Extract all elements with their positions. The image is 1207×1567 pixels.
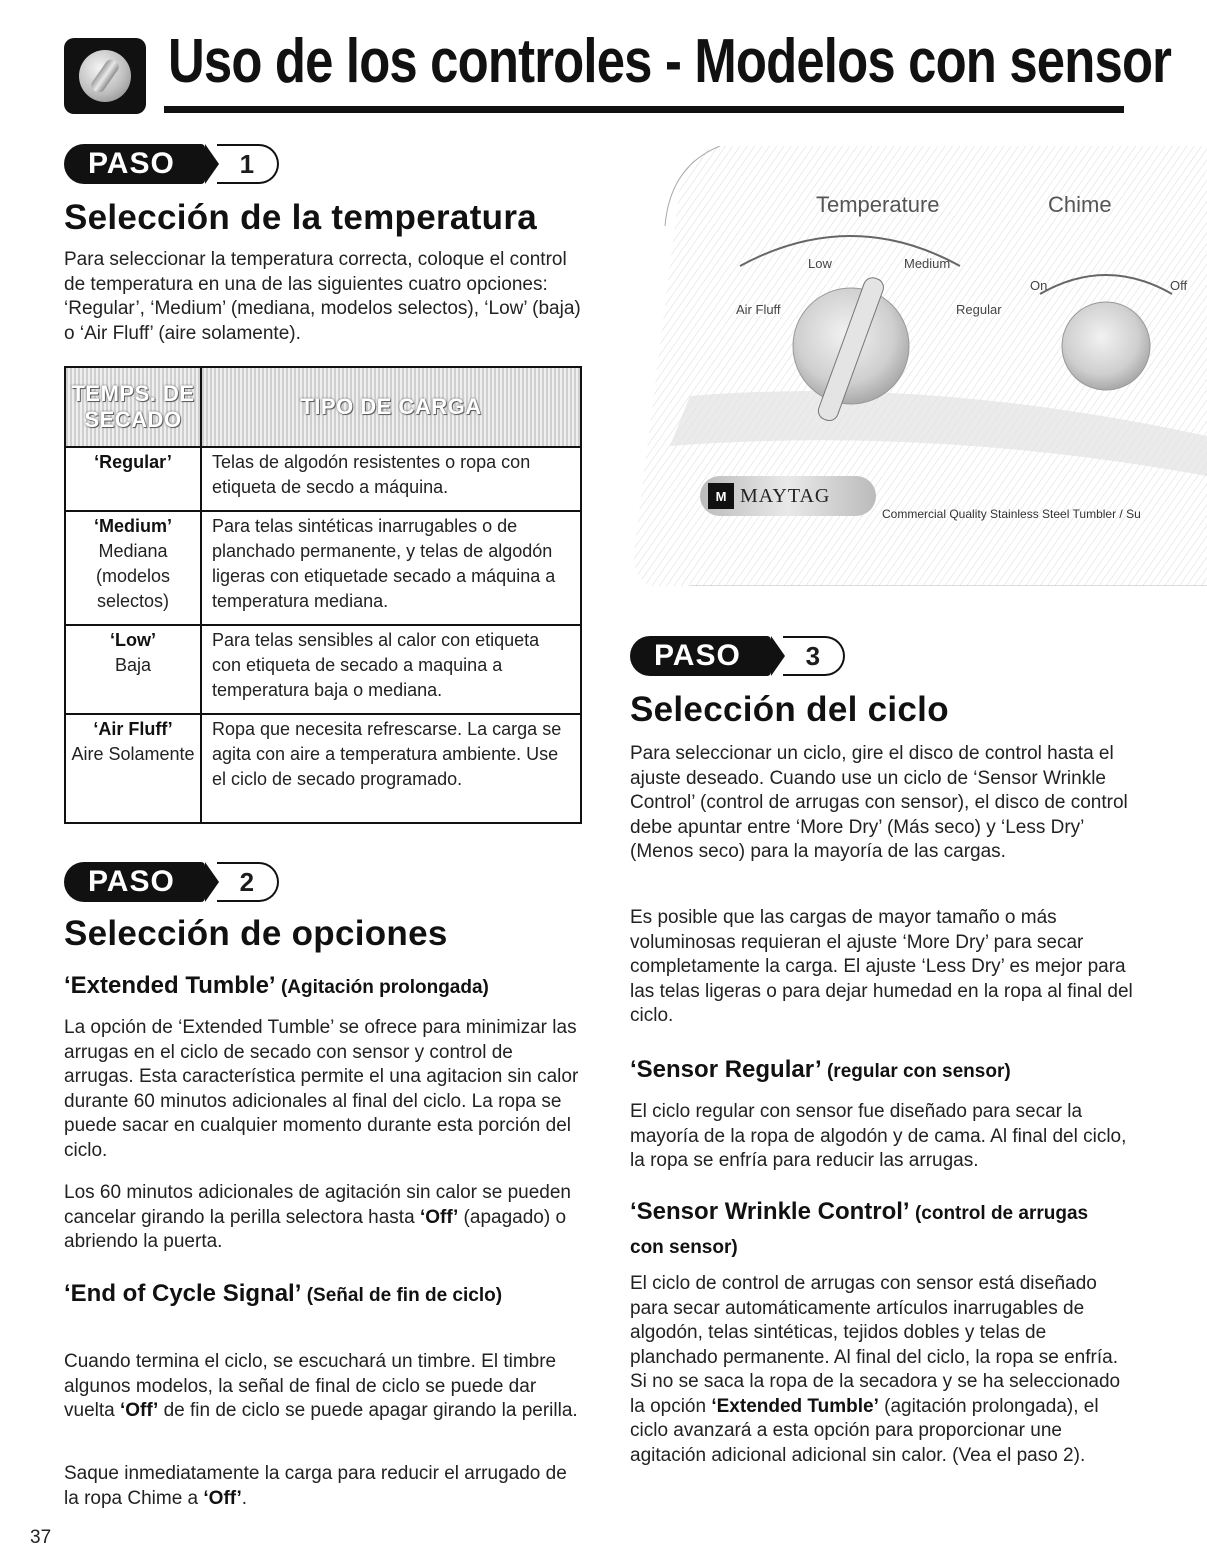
row-sub: Baja: [114, 655, 152, 675]
maytag-logo: [700, 476, 876, 516]
step-number: 3: [783, 636, 845, 676]
step-badge-label: PASO: [64, 862, 205, 902]
maytag-brand-name: MAYTAG: [740, 484, 831, 507]
dryer-control-panel-illustration: [630, 146, 1207, 586]
step-2-heading: Selección de opciones: [64, 914, 448, 953]
table-row: [65, 511, 581, 625]
table-row: [65, 714, 581, 823]
extended-tumble-text: La opción de ‘Extended Tumble’ se ofrece para minimizar las arrugas en el ciclo de secado con sensor y control de arrugas. Esta característica permite el una agitacion sin calor durante 60 minutos adicionales al final del ciclo. La ropa se puede sacar en cualquier momento durante esta porción del ciclo.: [64, 1017, 579, 1161]
row-desc: Para telas sensibles al calor con etiqueta con etiqueta de secado a maquina a temperatura baja o mediana.: [201, 625, 581, 714]
step-number: 2: [217, 862, 279, 902]
panel-medium-label: Medium: [904, 256, 951, 271]
step-badge-label: PASO: [630, 636, 771, 676]
panel-low-label: Low: [808, 256, 832, 271]
panel-on-label: On: [1030, 278, 1048, 293]
sensor-regular-text: El ciclo regular con sensor fue diseñado para secar la mayoría de la ropa de algodón y de cama. Al final del ciclo, la ropa se enfría para reducir las arrugas.: [630, 1101, 1127, 1171]
end-of-cycle-text: Cuando termina el ciclo, se escuchará un timbre. El timbre algunos modelos, la señal de final de ciclo se puede dar vuelta ‘Off’ de fin de ciclo se puede apagar girando la perilla.: [64, 1351, 578, 1421]
step-1-badge: [64, 144, 279, 184]
step-3-text-2: Es posible que las cargas de mayor tamaño o más voluminosas requieran el ajuste ‘More Dry’ para secar completamente la carga. El ajuste ‘Less Dry’ es mejor para las telas ligeras o para dejar humedad en la ropa al final del ciclo.: [630, 907, 1133, 1026]
step-number: 1: [217, 144, 279, 184]
sensor-wrinkle-subtitle: (control de arrugas con sensor): [630, 1203, 1089, 1258]
step-1-heading: Selección de la temperatura: [64, 198, 538, 237]
step-3-text-1: Para seleccionar un ciclo, gire el disco de control hasta el ajuste deseado. Cuando use un ciclo de ‘Sensor Wrinkle Control’ (control de arrugas con sensor), el disco de control debe apuntar entre ‘More Dry’ (Más seco) y ‘Less Dry’ (Menos seco) para la mayoría de las cargas.: [630, 743, 1128, 862]
panel-air-fluff-label: Air Fluff: [736, 302, 781, 317]
step-badge-label: PASO: [64, 144, 205, 184]
page-title: Uso de los controles - Modelos con sensor: [168, 27, 1172, 96]
table-header-temps: TEMPS. DE SECADO: [65, 367, 201, 447]
page-number: 37: [30, 1527, 52, 1548]
row-key: ‘Low’: [110, 630, 156, 650]
row-key: ‘Regular’: [94, 452, 172, 472]
maytag-logo-mark: M: [708, 483, 734, 509]
panel-off-label: Off: [1170, 278, 1188, 293]
end-of-cycle-title: ‘End of Cycle Signal’: [64, 1280, 301, 1307]
row-desc: Telas de algodón resistentes o ropa con etiqueta de secdo a máquina.: [201, 447, 581, 511]
end-of-cycle-subtitle: (Señal de fin de ciclo): [306, 1285, 503, 1306]
sensor-wrinkle-text: El ciclo de control de arrugas con sensor está diseñado para secar automáticamente artículos inarrugables de algodón, telas sintéticas, tejidos dobles y telas de planchado permanente. Al final del ciclo, la ropa se enfría. Si no se saca la ropa de la secadora y se ha seleccionado la opción ‘Extended Tumble’ (agitación prolongada), el ciclo avanzará a esta opción para proporcionar une agitación adicional adicional sin calor. (Vea el paso 2).: [630, 1273, 1121, 1466]
temperature-table: [64, 366, 582, 824]
end-of-cycle-heading: [64, 1278, 544, 1312]
title-rule: [164, 106, 1124, 113]
sensor-regular-heading: [630, 1054, 1150, 1088]
row-sub: Mediana (modelos selectos): [95, 541, 171, 611]
step-1-intro: Para seleccionar la temperatura correcta, coloque el control de temperatura en una de las siguientes cuatro opciones: ‘Regular’, ‘Medium’ (mediana, modelos selectos), ‘Low’ (baja) o ‘Air Fluff’ (aire solamente).: [64, 249, 581, 344]
extended-tumble-title: ‘Extended Tumble’: [64, 972, 275, 999]
control-knob-icon: [64, 38, 146, 114]
table-row: [65, 447, 581, 511]
row-key: ‘Air Fluff’: [93, 719, 173, 739]
step-3-badge: [630, 636, 845, 676]
sensor-regular-title: ‘Sensor Regular’: [630, 1056, 821, 1083]
panel-temperature-label: Temperature: [816, 192, 940, 217]
row-desc: Para telas sintéticas inarrugables o de planchado permanente, y telas de algodón ligeras con etiquetade secado a máquina a temperatura mediana.: [201, 511, 581, 625]
row-sub: Aire Solamente: [71, 744, 195, 764]
extended-tumble-cancel-text: Los 60 minutos adicionales de agitación sin calor se pueden cancelar girando la perilla selectora hasta ‘Off’ (apagado) o abriendo la puerta.: [64, 1182, 571, 1252]
step-2-badge: [64, 862, 279, 902]
sensor-wrinkle-heading: [630, 1196, 1110, 1264]
sensor-wrinkle-title: ‘Sensor Wrinkle Control’: [630, 1198, 909, 1225]
table-header-tipo: TIPO DE CARGA: [201, 367, 581, 447]
panel-chime-label: Chime: [1048, 192, 1112, 217]
extended-tumble-subtitle: (Agitación prolongada): [280, 977, 489, 998]
table-row: [65, 625, 581, 714]
sensor-regular-subtitle: (regular con sensor): [826, 1061, 1011, 1082]
extended-tumble-heading: [64, 970, 594, 1004]
step-3-heading: Selección del ciclo: [630, 690, 949, 729]
panel-regular-label: Regular: [956, 302, 1002, 317]
row-key: ‘Medium’: [93, 516, 172, 536]
row-desc: Ropa que necesita refrescarse. La carga se agita con aire a temperatura ambiente. Use el ciclo de secado programado.: [201, 714, 581, 823]
panel-tagline: Commercial Quality Stainless Steel Tumbler / Su: [882, 507, 1141, 521]
end-of-cycle-chime-text: Saque inmediatamente la carga para reducir el arrugado de la ropa Chime a ‘Off’.: [64, 1463, 567, 1509]
